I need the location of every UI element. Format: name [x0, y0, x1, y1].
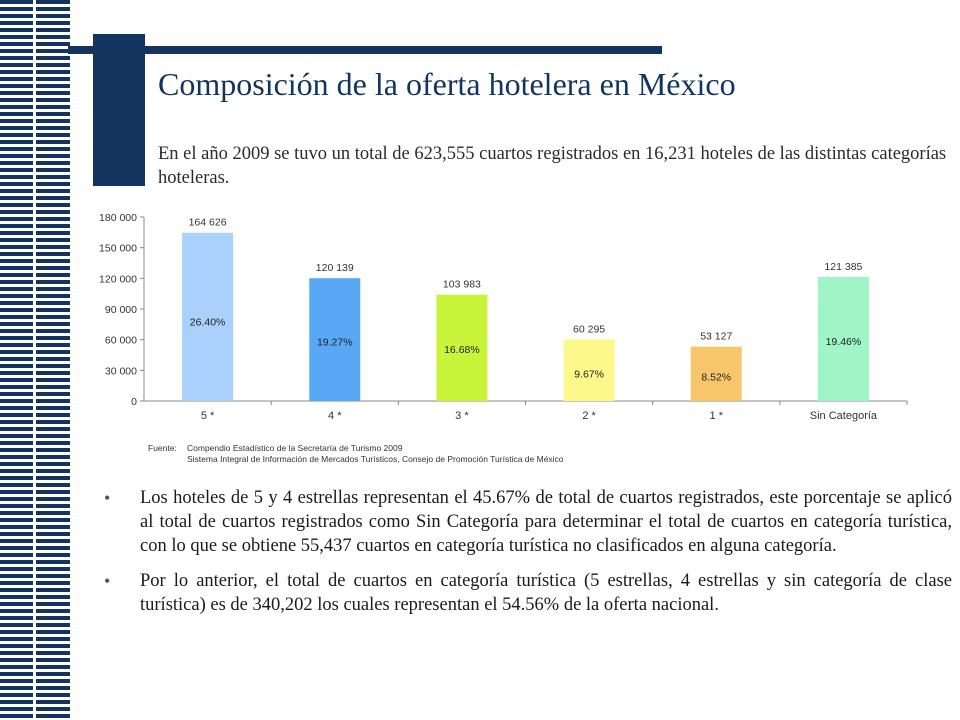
- x-tick-label: Sin Categoría: [809, 410, 878, 422]
- slide-subtitle: En el año 2009 se tuvo un total de 623,555 cuartos registrados en 16,231 hoteles de las distintas categorías hoteleras.: [158, 144, 947, 188]
- bar-percent-label: 19.27%: [316, 336, 353, 349]
- bar-value-label: 103 983: [442, 278, 481, 291]
- y-tick-label: 120 000: [99, 273, 137, 286]
- y-tick-label: 0: [131, 396, 137, 408]
- y-tick-label: 90 000: [104, 304, 137, 316]
- bar-percent-label: 16.68%: [444, 344, 480, 357]
- bullet-item: [104, 569, 952, 617]
- y-tick-label: 30 000: [104, 365, 137, 378]
- x-tick-label: 3 *: [455, 410, 469, 422]
- bullet-item: [104, 486, 952, 558]
- decorative-stripes: [0, 0, 70, 720]
- source-note: [148, 443, 564, 465]
- source-line-1: Compendio Estadístico de la Secretaría de Turismo 2009: [187, 443, 403, 453]
- title-accent-block: [93, 34, 145, 186]
- bar-value-label: 164 626: [188, 216, 227, 229]
- bar-value-label: 60 295: [573, 323, 606, 336]
- bar-percent-label: 19.46%: [825, 336, 862, 349]
- bar-value-label: 53 127: [700, 330, 733, 343]
- bullet-icon: •: [104, 488, 111, 508]
- bar-value-label: 120 139: [315, 262, 354, 275]
- bar-percent-label: 9.67%: [574, 368, 604, 381]
- y-tick-label: 180 000: [99, 212, 137, 224]
- y-tick-label: 150 000: [99, 242, 137, 255]
- bullet-list: [104, 486, 952, 628]
- bar-value-label: 121 385: [824, 260, 863, 273]
- bar-chart: [92, 204, 912, 434]
- bullet-text: Los hoteles de 5 y 4 estrellas representan el 45.67% de total de cuartos registrados, este porcentaje se aplicó al total de cuartos registrados como Sin Categoría para determinar el total de cuartos en categoría turística, con lo que se obtiene 55,437 cuartos en categoría turística no clasificados en alguna categoría.: [140, 488, 952, 556]
- slide-title: Composición de la oferta hotelera en México: [158, 66, 736, 102]
- x-tick-label: 4 *: [328, 410, 342, 422]
- y-tick-label: 60 000: [104, 334, 137, 347]
- source-line-2: Sistema Integral de Información de Mercados Turísticos, Consejo de Promoción Turística de México: [187, 454, 564, 464]
- x-tick-label: 2 *: [582, 410, 596, 422]
- x-tick-label: 1 *: [709, 410, 723, 422]
- bullet-text: Por lo anterior, el total de cuartos en categoría turística (5 estrellas, 4 estrellas y sin categoría de clase turística) es de 340,202 los cuales representan el 54.56% de la oferta nacional.: [140, 571, 952, 615]
- source-label: Fuente:: [148, 443, 177, 453]
- title-accent-bar: [68, 46, 662, 54]
- bar-percent-label: 26.40%: [189, 316, 226, 329]
- bar-percent-label: 8.52%: [701, 371, 732, 384]
- x-tick-label: 5 *: [200, 410, 215, 422]
- bullet-icon: •: [104, 571, 111, 591]
